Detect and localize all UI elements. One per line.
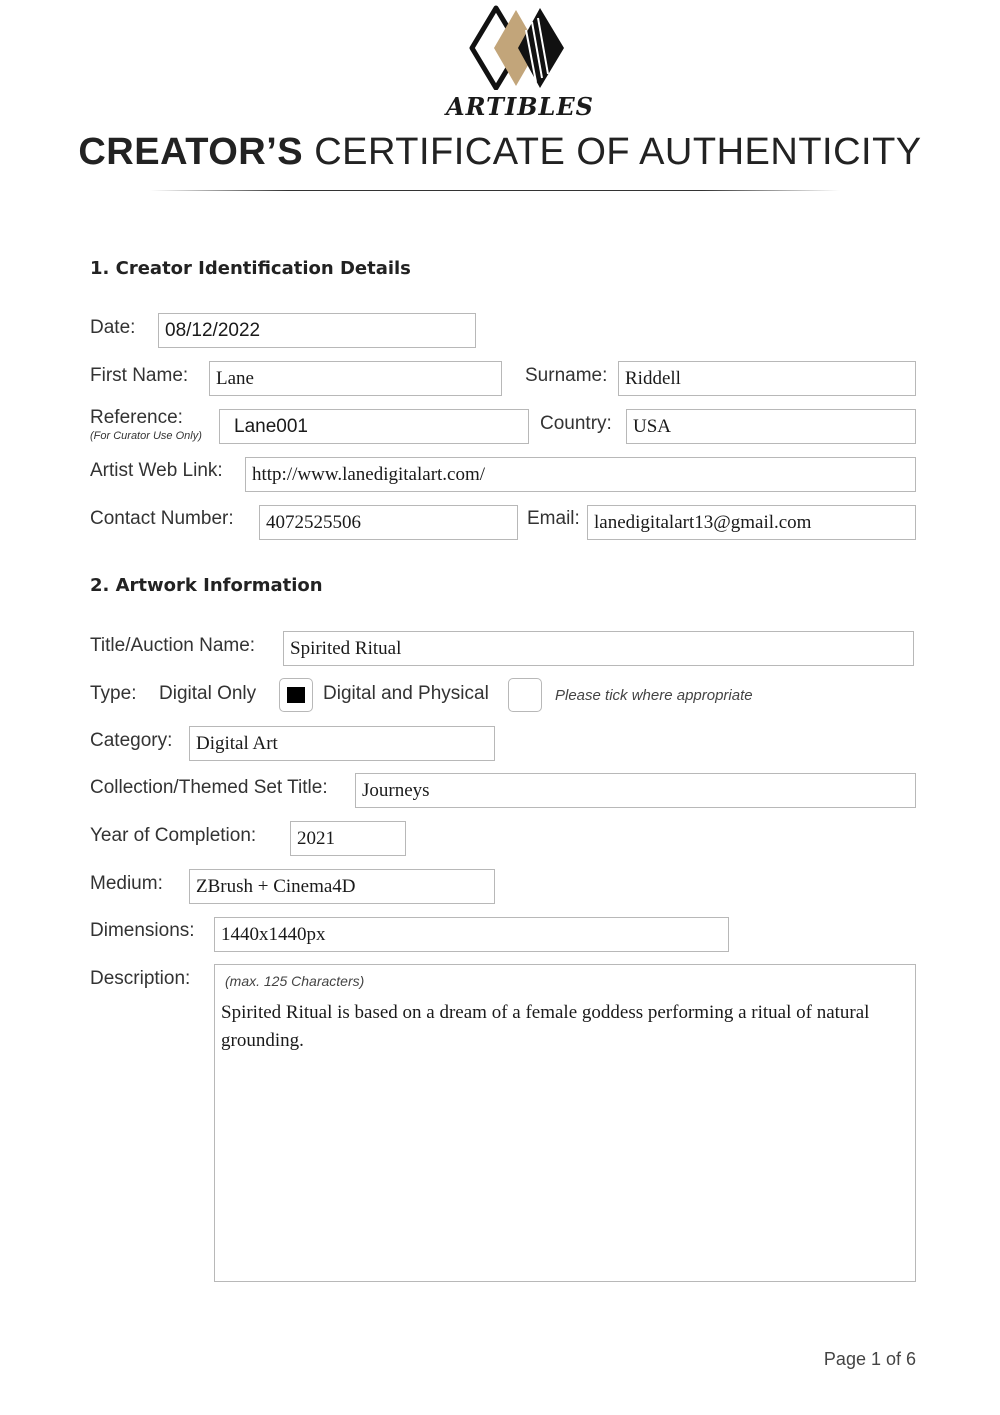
- year-field[interactable]: 2021: [290, 821, 406, 856]
- dimensions-field[interactable]: 1440x1440px: [214, 917, 729, 952]
- contact-number-field[interactable]: 4072525506: [259, 505, 518, 540]
- web-link-label: Artist Web Link:: [90, 460, 223, 481]
- web-link-field[interactable]: http://www.lanedigitalart.com/: [245, 457, 916, 492]
- collection-label: Collection/Themed Set Title:: [90, 777, 328, 798]
- country-label: Country:: [540, 413, 612, 434]
- date-label: Date:: [90, 317, 136, 338]
- title-field[interactable]: Spirited Ritual: [283, 631, 914, 666]
- description-textarea[interactable]: [214, 964, 916, 1282]
- surname-field[interactable]: Riddell: [618, 361, 916, 396]
- first-name-field[interactable]: Lane: [209, 361, 502, 396]
- description-label: Description:: [90, 968, 191, 989]
- type-hint: Please tick where appropriate: [555, 687, 753, 704]
- category-field[interactable]: Digital Art: [189, 726, 495, 761]
- medium-field[interactable]: ZBrush + Cinema4D: [189, 869, 495, 904]
- type-digital-only-label: Digital Only: [159, 683, 257, 704]
- title-divider: [150, 190, 840, 191]
- artibles-logo: [468, 4, 568, 90]
- description-text: Spirited Ritual is based on a dream of a female goddess performing a ritual of natural grounding.: [221, 1002, 870, 1051]
- brand-name: ARTIBLES: [445, 92, 594, 121]
- medium-label: Medium:: [90, 873, 163, 894]
- surname-label: Surname:: [525, 365, 608, 386]
- page-title: [0, 131, 1000, 174]
- title-bold: CREATOR’S: [78, 131, 304, 173]
- email-field[interactable]: lanedigitalart13@gmail.com: [587, 505, 916, 540]
- reference-note: (For Curator Use Only): [90, 430, 202, 442]
- type-digital-physical-label: Digital and Physical: [323, 683, 489, 704]
- section-heading-artwork: 2. Artwork Information: [90, 575, 323, 596]
- collection-field[interactable]: Journeys: [355, 773, 916, 808]
- section-heading-creator: 1. Creator Identification Details: [90, 258, 411, 279]
- digital-only-checkbox[interactable]: [279, 678, 313, 712]
- dimensions-label: Dimensions:: [90, 920, 195, 941]
- first-name-label: First Name:: [90, 365, 189, 386]
- date-field[interactable]: 08/12/2022: [158, 313, 476, 348]
- contact-number-label: Contact Number:: [90, 508, 234, 529]
- title-label: Title/Auction Name:: [90, 635, 256, 656]
- title-rest: CERTIFICATE OF AUTHENTICITY: [314, 131, 922, 173]
- country-field[interactable]: USA: [626, 409, 916, 444]
- page-number: Page 1 of 6: [823, 1349, 916, 1369]
- year-label: Year of Completion:: [90, 825, 257, 846]
- reference-field[interactable]: Lane001: [219, 409, 529, 444]
- reference-label: Reference:: [90, 407, 183, 428]
- type-label: Type:: [90, 683, 137, 704]
- email-label: Email:: [527, 508, 580, 529]
- category-label: Category:: [90, 730, 173, 751]
- digital-physical-checkbox[interactable]: [508, 678, 542, 712]
- description-hint: (max. 125 Characters): [225, 973, 365, 989]
